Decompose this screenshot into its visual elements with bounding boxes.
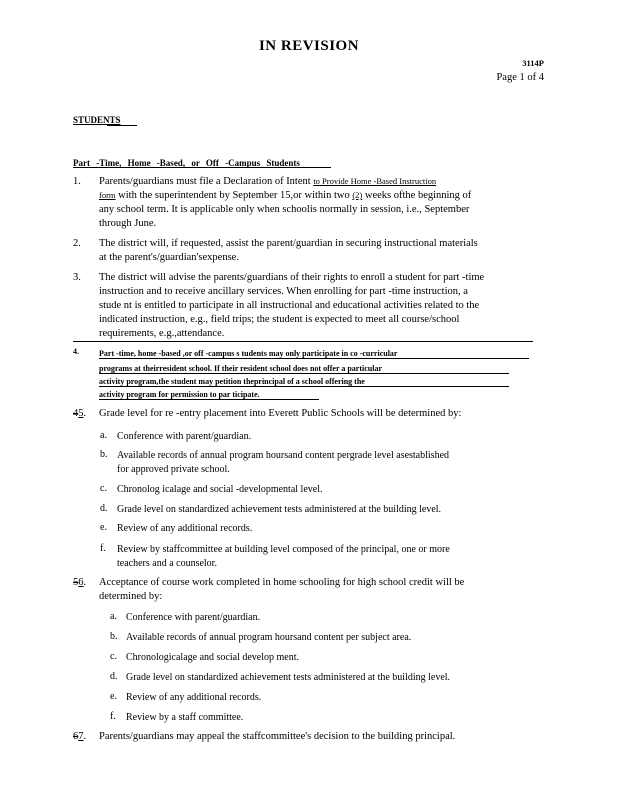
item-4-line-3: activity program,the student may petition theprincipal of a school offering the <box>99 377 365 386</box>
item-6f-marker: f. <box>110 711 116 722</box>
item-1-line-2 <box>99 190 471 201</box>
item-4-line-1: Part -time, home -based ,or off -campus s tudents may only participate in co -curricular <box>99 349 398 358</box>
item-5b-text-cont: for approved private school. <box>117 464 230 475</box>
item-1-text-c: weeks ofthe beginning of <box>364 190 472 201</box>
item-5-text: Grade level for re -entry placement into Everett Public Schools will be determined by: <box>99 408 462 419</box>
item-4-line-2: programs at theirresident school. If their resident school does not offer a particular <box>99 364 383 373</box>
item-6-number-inserted: 6 <box>78 577 84 588</box>
item-1-line-3: any school term. It is applicable only when schoolis normally in session, i.e., September <box>99 204 470 215</box>
item-1-text-b: with the superintendent by September 15,or within two <box>118 190 350 201</box>
item-5d-marker: d. <box>100 503 108 514</box>
item-6f-text: Review by a staff committee. <box>126 712 244 723</box>
item-6d-text: Grade level on standardized achievement tests administered at the building level. <box>126 672 451 683</box>
item-1-insertion-2: form <box>99 190 116 200</box>
section-heading: STUDENTS <box>73 115 121 125</box>
item-5d-text: Grade level on standardized achievement tests administered at the building level. <box>117 504 442 515</box>
item-5c-text: Chronolog icalage and social -developmental level. <box>117 484 323 495</box>
item-5c-marker: c. <box>100 483 107 494</box>
item-5f-text: Review by staffcommittee at building level composed of the principal, one or more <box>117 544 450 555</box>
item-3-line-5: requirements, e.g.,attendance. <box>99 328 225 339</box>
item-3-line-4: indicated instruction, e.g., field trips; the student is expected to meet all course/school <box>99 314 460 325</box>
item-6-number: 56. <box>73 577 87 588</box>
item-3-line-2: instruction and to receive ancillary services. When enrolling for part -time instruction, a <box>99 286 468 297</box>
page-title: IN REVISION <box>258 38 360 54</box>
item-6-line-1: Acceptance of course work completed in home schooling for high school credit will be <box>99 577 465 588</box>
item-7-number: 67. <box>73 731 87 742</box>
item-2-number: 2. <box>73 238 81 249</box>
item-4-top-rule <box>73 341 533 342</box>
item-5f-marker: f. <box>100 543 106 554</box>
item-7-text: Parents/guardians may appeal the staffcommittee's decision to the building principal. <box>99 731 456 742</box>
item-6d-marker: d. <box>110 671 118 682</box>
item-4-rule-4 <box>99 399 319 400</box>
item-2-line-2: at the parent's/guardian'sexpense. <box>99 252 239 263</box>
item-5-number-inserted: 5 <box>78 408 84 419</box>
item-5-number: 45. <box>73 408 87 419</box>
item-1-insertion-3: (2) <box>352 190 363 200</box>
subheading: Part -Time, Home -Based, or Off -Campus Students <box>73 158 300 168</box>
item-5e-text: Review of any additional records. <box>117 523 253 534</box>
item-6b-marker: b. <box>110 631 118 642</box>
item-5e-marker: e. <box>100 522 107 533</box>
item-4-rule-3 <box>99 386 509 387</box>
item-1-line-4: through June. <box>99 218 157 229</box>
item-6-number-deleted: 5 <box>73 577 79 588</box>
item-6b-text: Available records of annual program hoursand content per subject area. <box>126 632 412 643</box>
item-4-rule-2 <box>99 373 509 374</box>
page-number: Page 1 of 4 <box>496 72 544 83</box>
item-4-rule-1 <box>99 358 529 359</box>
subheading-underline <box>73 167 331 168</box>
item-7-number-deleted: 6 <box>73 731 79 742</box>
item-2-line-1: The district will, if requested, assist the parent/guardian in securing instructional materials <box>99 238 478 249</box>
item-6c-text: Chronologicalage and social develop ment. <box>126 652 300 663</box>
item-6-line-2: determined by: <box>99 591 163 602</box>
item-5a-text: Conference with parent/guardian. <box>117 431 252 442</box>
item-5f-text-cont: teachers and a counselor. <box>117 558 217 569</box>
item-6e-marker: e. <box>110 691 117 702</box>
item-4-number: 4. <box>73 347 79 356</box>
section-underline <box>107 125 137 126</box>
item-3-number: 3. <box>73 272 81 283</box>
item-6c-marker: c. <box>110 651 117 662</box>
item-5b-marker: b. <box>100 449 108 460</box>
item-3-line-3: stude nt is entitled to participate in all instructional and educational activities related to the <box>99 300 480 311</box>
item-1-number: 1. <box>73 176 81 187</box>
item-3-line-1: The district will advise the parents/guardians of their rights to enroll a student for part -time <box>99 272 485 283</box>
item-5b-text: Available records of annual program hoursand content pergrade level asestablished <box>117 450 450 461</box>
item-6a-text: Conference with parent/guardian. <box>126 612 261 623</box>
policy-code: 3114P <box>522 58 544 68</box>
item-6a-marker: a. <box>110 611 117 622</box>
item-1-line-1 <box>99 176 436 187</box>
item-1-text-a: Parents/guardians must file a Declaration of Intent <box>99 176 311 187</box>
item-5a-marker: a. <box>100 430 107 441</box>
item-4-line-4: activity program for permission to par ticipate. <box>99 390 260 399</box>
item-6e-text: Review of any additional records. <box>126 692 262 703</box>
item-5-number-deleted: 4 <box>73 408 79 419</box>
item-1-insertion-1: to Provide Home -Based Instruction <box>313 176 437 186</box>
item-7-number-inserted: 7 <box>78 731 84 742</box>
